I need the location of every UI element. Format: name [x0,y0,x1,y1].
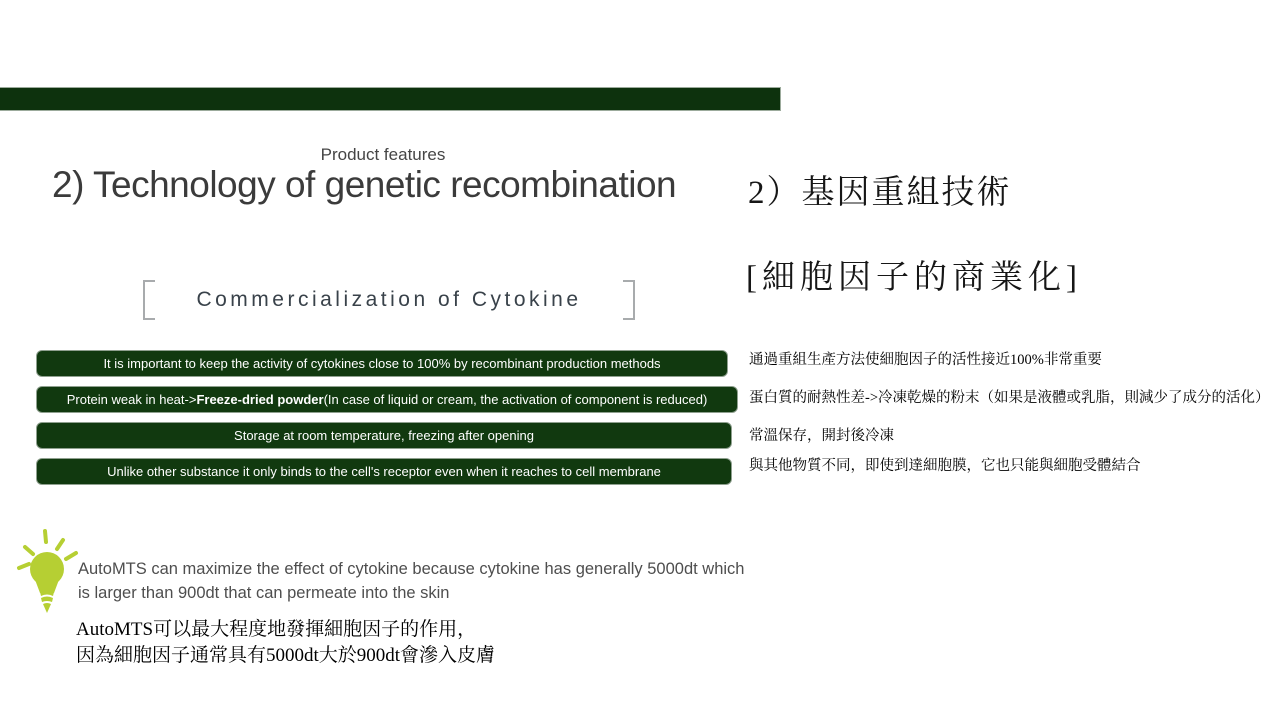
feature-bar-4 [36,458,732,485]
note-chinese-line2: 因為細胞因子通常具有5000dt大於900dt會滲入皮膚 [76,645,496,666]
left-bracket-icon [143,280,155,320]
note-chinese [76,617,495,669]
eyebrow-label: Product features [320,145,446,164]
feature-bar-2-bold: Freeze-dried powder [196,392,324,407]
note-english [78,557,744,605]
annotation-chinese-2: 蛋白質的耐熱性差->冷凍乾燥的粉末（如果是液體或乳脂，則減少了成分的活化） [749,390,1270,406]
feature-bar-1-text: It is important to keep the activity of cytokines close to 100% by recombinant production methods [103,356,661,371]
page-title-chinese: 2）基因重組技術 [748,175,1012,211]
feature-bar-2-suffix: (In case of liquid or cream, the activation of component is reduced) [323,392,708,407]
feature-bar-2-prefix: Protein weak in heat-> [66,392,197,407]
feature-bar-4-text: Unlike other substance it only binds to the cell's receptor even when it reaches to cell membrane [107,464,661,479]
note-english-line1: AutoMTS can maximize the effect of cytokine because cytokine has generally 5000dt which [78,560,745,578]
feature-bar-3-text: Storage at room temperature, freezing after opening [234,428,534,443]
section-heading-group [143,278,635,322]
header-rule-bar [0,87,781,111]
feature-bar-2 [36,386,738,413]
feature-bar-3 [36,422,732,449]
right-bracket-icon [623,280,635,320]
lightbulb-icon [14,523,82,617]
feature-bar-1 [36,350,728,377]
annotation-chinese-4: 與其他物質不同，即使到達細胞膜，它也只能與細胞受體結合 [749,458,1141,474]
page-title: 2) Technology of genetic recombination [52,164,677,205]
subtitle-chinese: [細胞因子的商業化] [746,260,1082,296]
annotation-chinese-1: 通過重組生產方法使細胞因子的活性接近100%非常重要 [749,352,1102,368]
section-heading: Commercialization of Cytokine [196,288,582,311]
feature-bar-list [36,350,746,494]
annotation-chinese-3: 常溫保存，開封後冷凍 [749,428,894,444]
note-chinese-line1: AutoMTS可以最大程度地發揮細胞因子的作用， [76,619,477,640]
note-english-line2: is larger than 900dt that can permeate into the skin [78,584,450,602]
